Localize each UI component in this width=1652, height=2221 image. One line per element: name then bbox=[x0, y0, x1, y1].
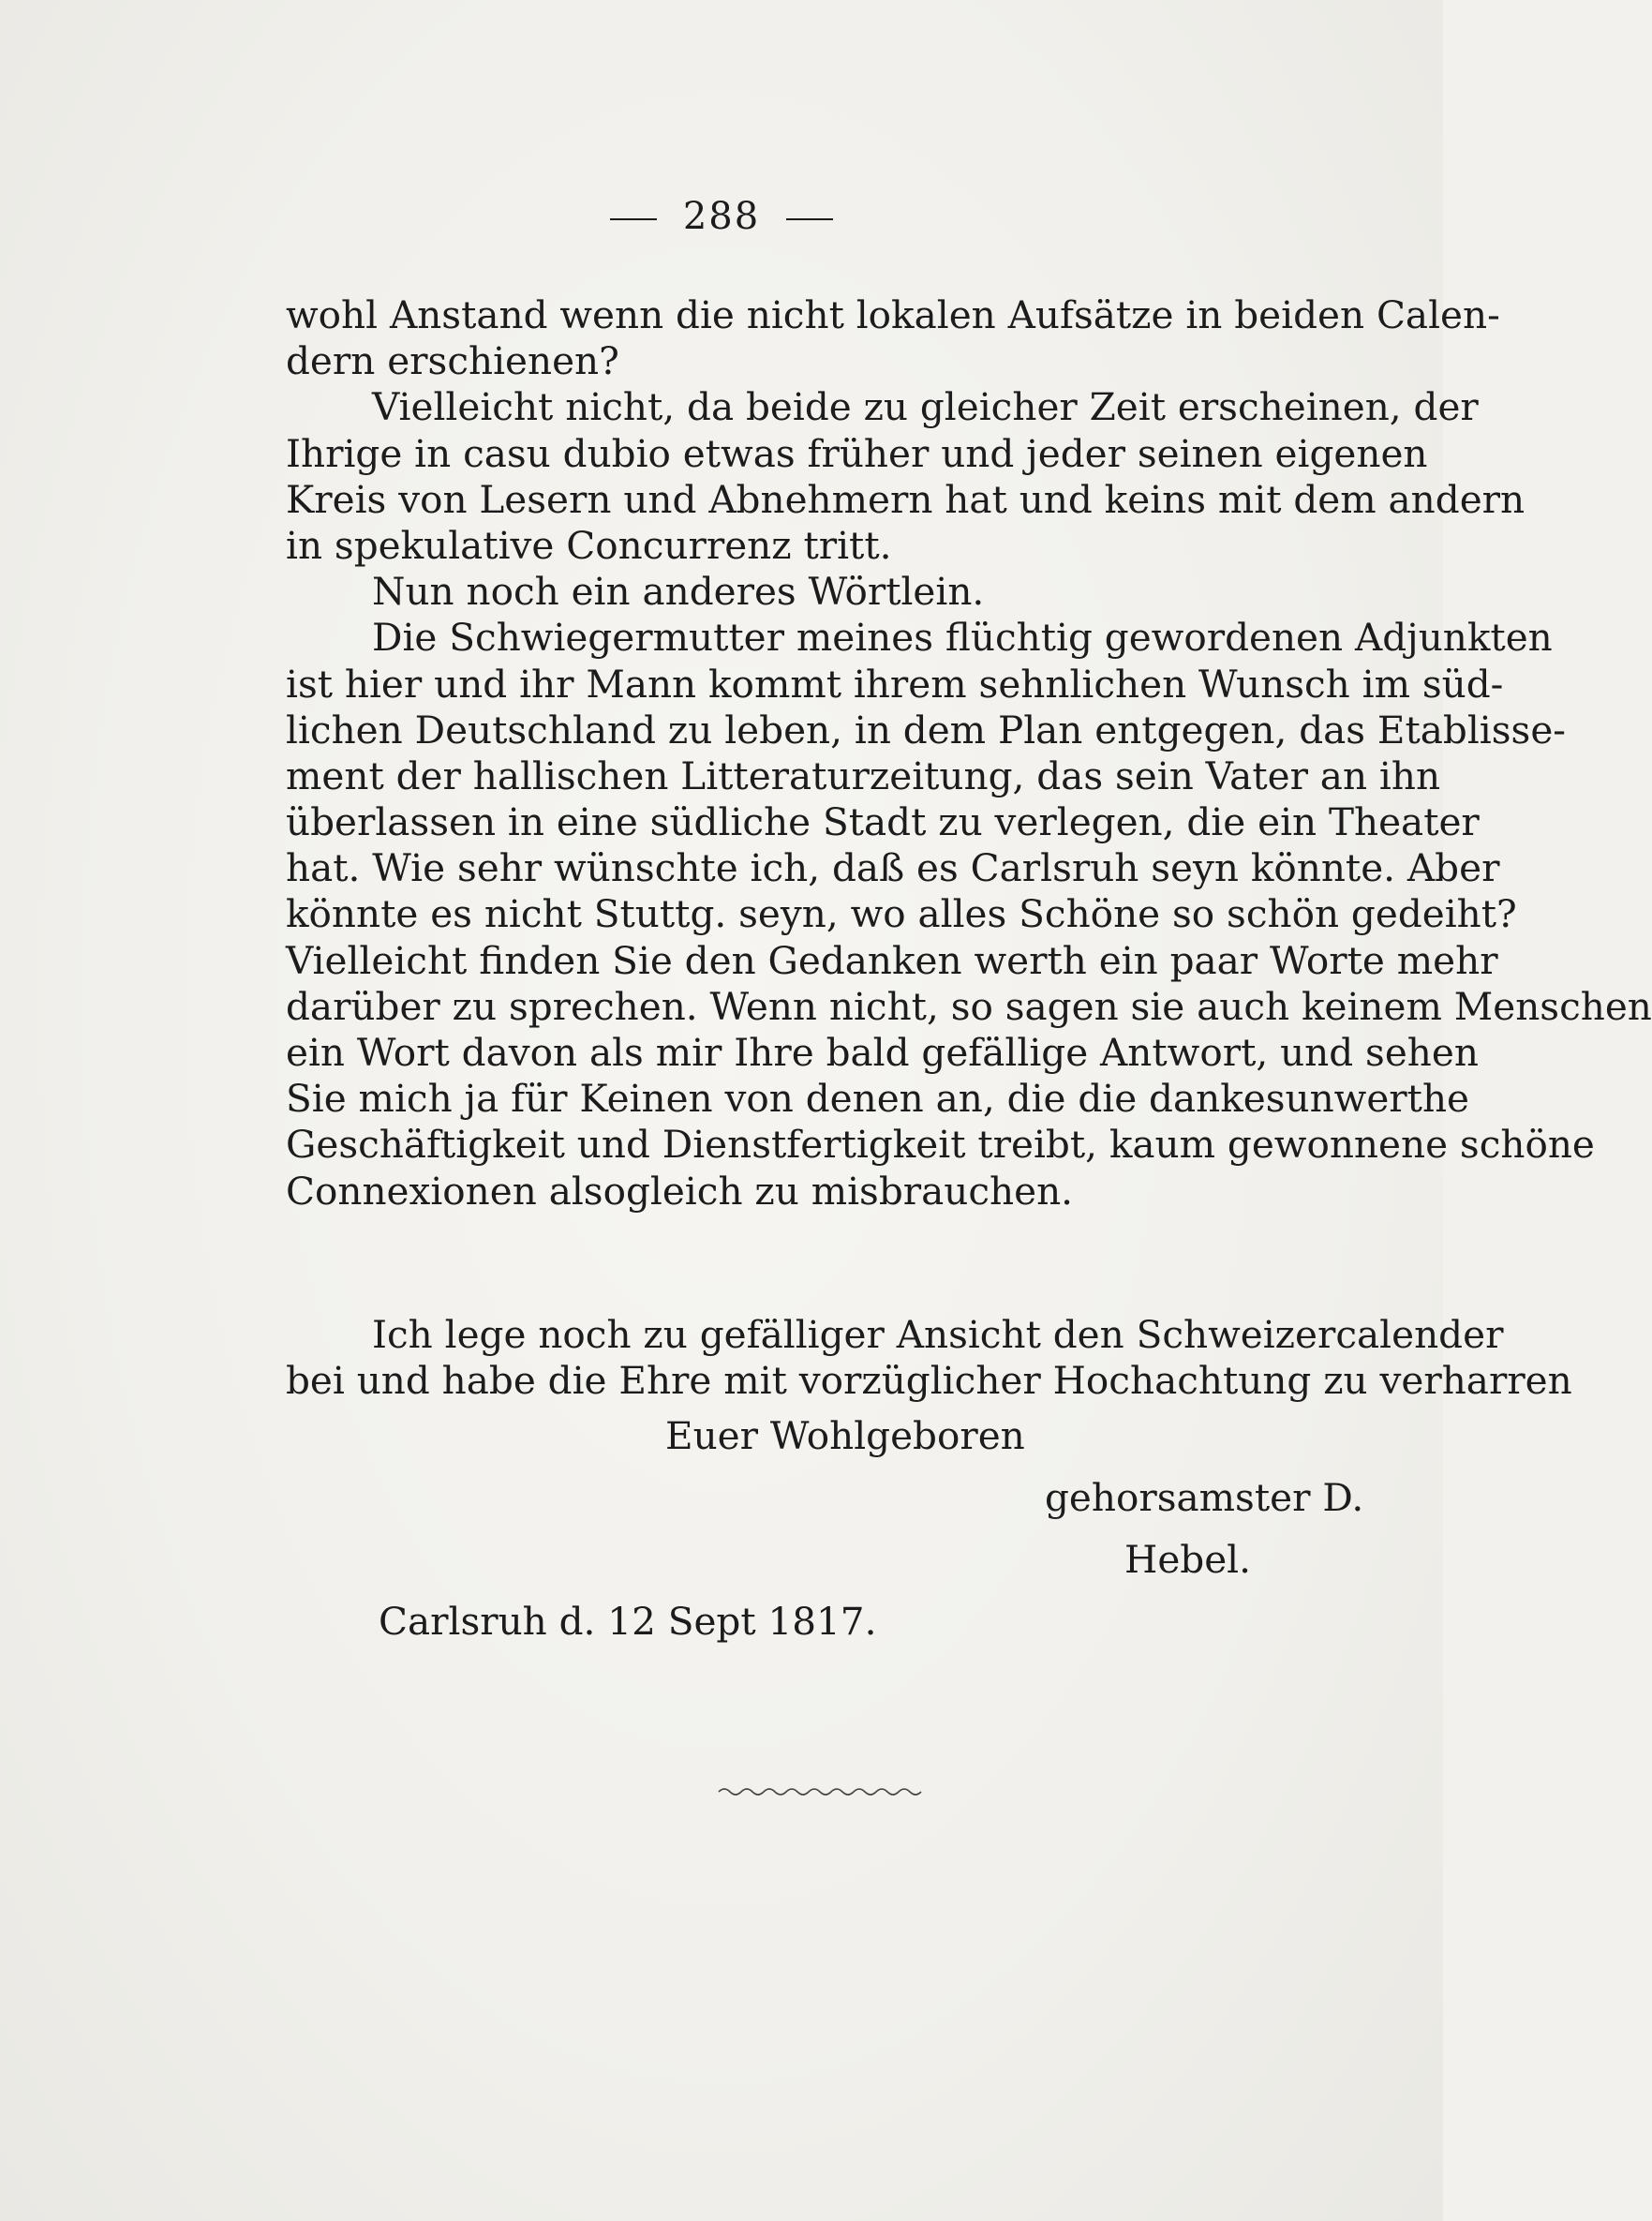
text-line: Vielleicht finden Sie den Gedanken werth ein paar Worte mehr bbox=[286, 937, 1498, 983]
text-line: Connexionen alsogleich zu misbrauchen. bbox=[286, 1168, 1074, 1214]
text-line: Nun noch ein anderes Wörtlein. bbox=[372, 569, 985, 615]
text-line: überlassen in eine südliche Stadt zu verlegen, die ein Theater bbox=[286, 799, 1480, 845]
letter-body bbox=[286, 292, 1652, 1215]
text-line: ein Wort davon als mir Ihre bald gefällige Antwort, und sehen bbox=[286, 1030, 1479, 1075]
text-line: dern erschienen? bbox=[286, 338, 619, 384]
text-line: könnte es nicht Stuttg. seyn, wo alles Schöne so schön gedeiht? bbox=[286, 891, 1517, 937]
header-dash-right bbox=[786, 218, 833, 220]
paragraph bbox=[286, 384, 1525, 569]
paragraph bbox=[286, 1312, 1572, 1404]
signature-name: Hebel. bbox=[1124, 1537, 1252, 1582]
text-line: wohl Anstand wenn die nicht lokalen Aufsätze in beiden Calen- bbox=[286, 292, 1500, 337]
paragraph bbox=[286, 615, 1652, 1214]
text-line: ist hier und ihr Mann kommt ihrem sehnlichen Wunsch im süd- bbox=[286, 661, 1504, 707]
paragraph bbox=[286, 292, 1500, 384]
text-line: hat. Wie sehr wünschte ich, daß es Carlsruh seyn könnte. Aber bbox=[286, 845, 1500, 891]
text-line: Die Schwiegermutter meines flüchtig gewordenen Adjunkten bbox=[372, 615, 1553, 661]
signature-prefix: gehorsamster D. bbox=[1045, 1475, 1364, 1520]
text-line: ment der hallischen Litteraturzeitung, das sein Vater an ihn bbox=[286, 753, 1441, 798]
header-dash-left bbox=[610, 218, 657, 220]
end-ornament bbox=[717, 1784, 923, 1797]
text-line: Vielleicht nicht, da beide zu gleicher Zeit erscheinen, der bbox=[372, 384, 1479, 430]
paragraph bbox=[286, 569, 1347, 615]
text-line: Ich lege noch zu gefälliger Ansicht den Schweizercalender bbox=[372, 1312, 1504, 1357]
page-number: 288 bbox=[682, 195, 761, 238]
text-line: darüber zu sprechen. Wenn nicht, so sagen sie auch keinem Menschen bbox=[286, 983, 1652, 1029]
date-line: Carlsruh d. 12 Sept 1817. bbox=[379, 1599, 877, 1644]
salutation: Euer Wohlgeboren bbox=[665, 1413, 1025, 1458]
page-header bbox=[0, 195, 1443, 238]
text-line: lichen Deutschland zu leben, in dem Plan entgegen, das Etablisse- bbox=[286, 707, 1566, 753]
text-line: Sie mich ja für Keinen von denen an, die die dankesunwerthe bbox=[286, 1076, 1469, 1122]
text-line: in spekulative Concurrenz tritt. bbox=[286, 522, 892, 568]
text-line: bei und habe die Ehre mit vorzüglicher Hochachtung zu verharren bbox=[286, 1358, 1572, 1404]
letter-closing-paragraph bbox=[286, 1312, 1572, 1404]
text-line: Kreis von Lesern und Abnehmern hat und keins mit dem andern bbox=[286, 476, 1525, 522]
text-line: Geschäftigkeit und Dienstfertigkeit treibt, kaum gewonnene schöne bbox=[286, 1122, 1595, 1168]
text-line: Ihrige in casu dubio etwas früher und jeder seinen eigenen bbox=[286, 430, 1428, 476]
